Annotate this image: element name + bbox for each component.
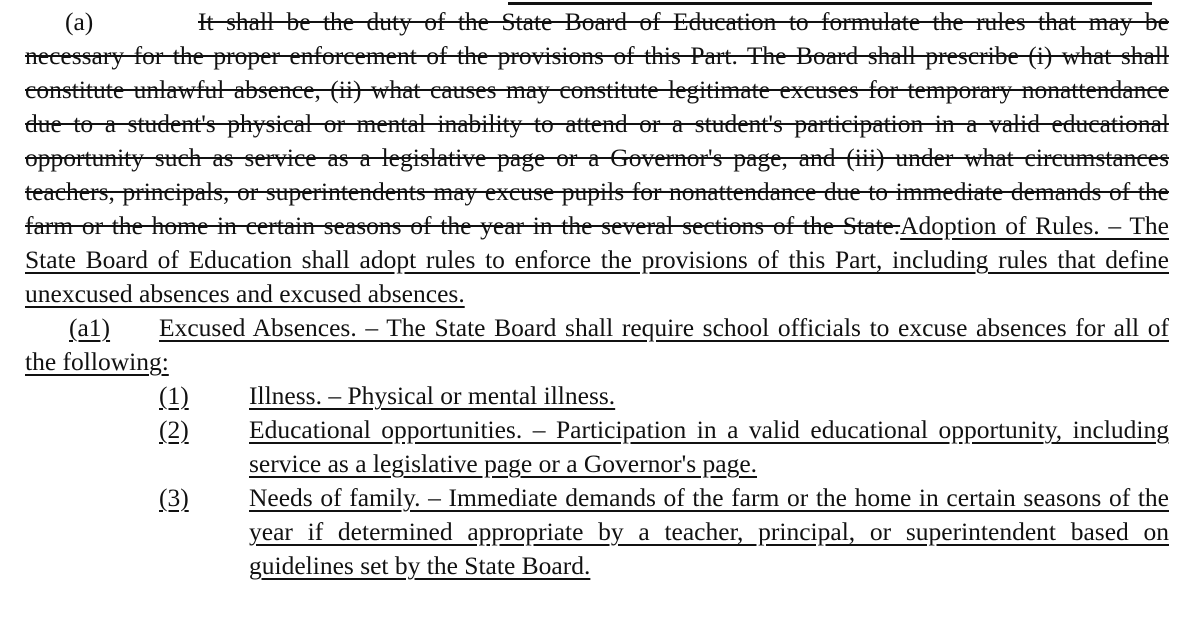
statute-document xyxy=(25,5,1169,583)
list-item-3 xyxy=(25,481,1169,583)
subsection-a xyxy=(25,5,1169,311)
list-item-body xyxy=(249,481,1169,583)
deleted-text: It shall be the duty of the State Board of Education to formulate the rules that may be necessary for the proper enforcement of the provisions of this Part. The Board shall prescribe (i) what shall constitute unlawful absence, (ii) what causes may constitute legitimate excuses for temporary nonattendance due to a student's physical or mental inability to attend or a student's participation in a valid educational opportunity such as service as a legislative page or a Governor's page, and (iii) under what circumstances teachers, principals, or superintendents may excuse pupils for nonattendance due to immediate demands of the farm or the home in certain seasons of the year in the several sections of the State. xyxy=(25,7,1169,240)
list-item-text: Illness. – Physical or mental illness. xyxy=(249,381,616,410)
subsection-a1-text: Excused Absences. – The State Board shall require school officials to excuse absences for all of the following: xyxy=(25,313,1169,376)
list-item-number: (2) xyxy=(159,415,189,444)
list-item-text: Educational opportunities. – Participation in a valid educational opportunity, including service as a legislative page or a Governor's page. xyxy=(249,415,1169,478)
list-item-2 xyxy=(25,413,1169,481)
inserted-text: Adoption of Rules. – The State Board of Education shall adopt rules to enforce the provisions of this Part, including rules that define unexcused absences and excused absences. xyxy=(25,211,1169,308)
list-item-1 xyxy=(25,379,1169,413)
list-item-text: Needs of family. – Immediate demands of the farm or the home in certain seasons of the year if determined appropriate by a teacher, principal, or superintendent based on guidelines set by the State Board. xyxy=(249,483,1169,580)
list-item-number: (3) xyxy=(159,483,189,512)
list-item-number: (1) xyxy=(159,381,189,410)
subsection-a1 xyxy=(25,311,1169,379)
subsection-a1-label: (a1) xyxy=(69,313,111,342)
list-item-body xyxy=(249,413,1169,481)
subsection-a-label: (a) xyxy=(65,7,94,36)
